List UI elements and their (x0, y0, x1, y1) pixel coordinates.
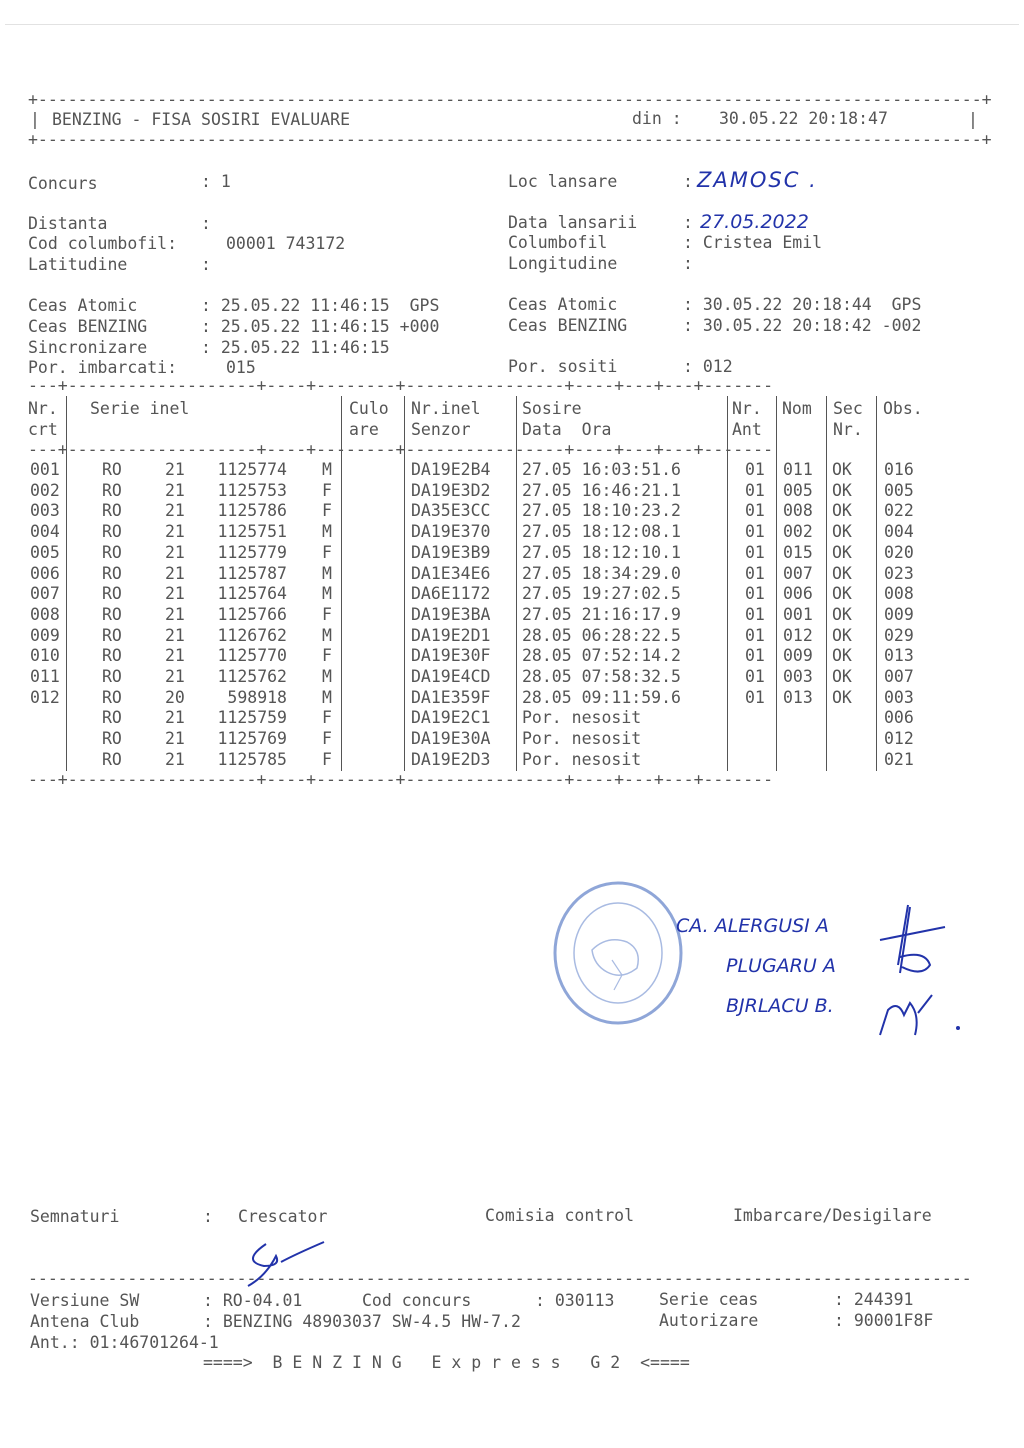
cell-sex: M (322, 460, 332, 479)
sincronizare-label: Sincronizare (28, 338, 148, 357)
cell-obs: 023 (884, 563, 914, 583)
cell-ant: 01 (745, 522, 765, 542)
cell-sex: F (322, 604, 332, 624)
header-sosire-1: Sosire (522, 399, 582, 418)
table-column-divider (876, 396, 877, 771)
loc-lansare-sep: : (683, 172, 693, 191)
por-sositi-label: Por. sositi (508, 357, 618, 376)
cell-inel: 1125764 (217, 584, 287, 604)
cell-inel: 1125787 (217, 563, 287, 583)
header-culoare-2: are (349, 420, 379, 439)
cell-an: 21 (165, 501, 185, 521)
cell-an: 21 (165, 522, 185, 542)
cell-sec: OK (832, 687, 852, 707)
cell-nr: 009 (30, 625, 60, 645)
longitudine-value: : (683, 254, 693, 273)
ceas-atomic-end-value: : 30.05.22 20:18:44 GPS (683, 295, 922, 314)
cell-tara: RO (102, 749, 122, 769)
cell-nr: 001 (30, 460, 60, 479)
cell-sec: OK (832, 625, 852, 645)
ceas-benzing-start-value: : 25.05.22 11:46:15 +000 (201, 317, 440, 336)
ceas-atomic-start-value: : 25.05.22 11:46:15 GPS (201, 296, 440, 315)
cell-sec: OK (832, 584, 852, 604)
cell-sex: M (322, 687, 332, 707)
cell-nr: 008 (30, 604, 60, 624)
cell-nr: 002 (30, 480, 60, 500)
header-border-bottom: +-----------------------------------------------------------------------------------------------+ (28, 130, 992, 149)
cell-sec: OK (832, 667, 852, 686)
concurs-label: Concurs (28, 174, 98, 193)
cell-sex: F (322, 501, 332, 521)
cell-ant: 01 (745, 667, 765, 686)
cell-ant: 01 (745, 542, 765, 562)
cell-obs: 004 (884, 522, 914, 542)
autorizare-label: Autorizare (659, 1311, 759, 1330)
commission-signatures (870, 895, 970, 1045)
cell-senzor: DA19E3D2 (411, 480, 491, 500)
cell-an: 21 (165, 480, 185, 500)
signature-comisia-label: Comisia control (485, 1206, 635, 1225)
cod-columbofil-label: Cod columbofil: (28, 234, 178, 253)
cell-sex: M (322, 563, 332, 583)
concurs-value: : 1 (201, 172, 231, 191)
cell-sosire: 27.05 18:34:29.0 (522, 563, 681, 583)
latitudine-label: Latitudine (28, 255, 128, 274)
commission-line-3: BJRLACU B. (726, 995, 834, 1017)
columbofil-label: Columbofil (508, 233, 608, 252)
cell-nom: 015 (783, 542, 813, 562)
table-column-divider (516, 396, 517, 771)
cell-an: 21 (165, 604, 185, 624)
cell-sex: F (322, 708, 332, 728)
cell-senzor: DA19E3B9 (411, 542, 491, 562)
header-ant-1: Nr. (732, 399, 762, 418)
distanta-value: : (201, 214, 211, 233)
cell-obs: 020 (884, 542, 914, 562)
table-border-top: ---+-------------------+----+--------+----------------+----+---+---+------- (28, 376, 774, 395)
cell-nr: 010 (30, 646, 60, 666)
serie-ceas-value: : 244391 (834, 1290, 914, 1309)
cell-sec: OK (832, 646, 852, 666)
cell-nr: 003 (30, 501, 60, 521)
cell-sosire: Por. nesosit (522, 729, 642, 749)
cell-nr: 005 (30, 542, 60, 562)
cell-tara: RO (102, 646, 122, 666)
cell-sosire: 27.05 18:10:23.2 (522, 501, 681, 521)
cell-sec: OK (832, 460, 852, 479)
cell-senzor: DA19E4CD (411, 667, 491, 686)
cell-sec: OK (832, 480, 852, 500)
cell-nom: 011 (783, 460, 813, 479)
cell-an: 21 (165, 584, 185, 604)
cell-inel: 1125779 (217, 542, 287, 562)
table-column-divider (826, 396, 827, 771)
cod-columbofil-value: 00001 743172 (226, 234, 346, 253)
cell-sosire: Por. nesosit (522, 708, 642, 728)
table-header-divider: ---+-------------------+----+--------+----------------+----+---+---+------- (28, 440, 774, 459)
ceas-benzing-end-value: : 30.05.22 20:18:42 -002 (683, 316, 922, 335)
cell-sosire: 27.05 19:27:02.5 (522, 584, 681, 604)
cell-obs: 003 (884, 687, 914, 707)
cell-nom: 003 (783, 667, 813, 686)
cell-obs: 012 (884, 729, 914, 749)
cell-sex: F (322, 480, 332, 500)
cell-inel: 1125786 (217, 501, 287, 521)
cell-nom: 002 (783, 522, 813, 542)
cell-sex: M (322, 584, 332, 604)
table-column-divider (404, 396, 405, 771)
cell-an: 21 (165, 667, 185, 686)
por-imbarcati-value: 015 (226, 358, 256, 377)
cod-concurs-value: : 030113 (535, 1291, 615, 1310)
header-left-bar: | (30, 110, 40, 129)
cell-sec: OK (832, 542, 852, 562)
cell-tara: RO (102, 708, 122, 728)
cell-nr: 006 (30, 563, 60, 583)
header-nr-2: crt (28, 420, 58, 439)
cell-inel: 1125770 (217, 646, 287, 666)
header-nom: Nom (782, 399, 812, 418)
data-lansarii-label: Data lansarii (508, 213, 638, 232)
cell-sec: OK (832, 501, 852, 521)
cell-tara: RO (102, 563, 122, 583)
cell-sosire: 27.05 18:12:08.1 (522, 522, 681, 542)
data-lansarii-handwritten: 27.05.2022 (700, 211, 809, 233)
cell-inel: 1125751 (217, 522, 287, 542)
longitudine-label: Longitudine (508, 254, 618, 273)
header-nr-1: Nr. (28, 399, 58, 418)
cell-senzor: DA1E359F (411, 687, 491, 707)
cell-obs: 008 (884, 584, 914, 604)
report-title: BENZING - FISA SOSIRI EVALUARE (52, 110, 351, 129)
distanta-label: Distanta (28, 214, 108, 233)
cell-senzor: DA19E2C1 (411, 708, 491, 728)
cell-sec: OK (832, 522, 852, 542)
cell-senzor: DA19E2B4 (411, 460, 491, 479)
loc-lansare-handwritten: ZAMOSC . (697, 168, 818, 192)
cell-inel: 1125785 (217, 749, 287, 769)
cell-sex: M (322, 667, 332, 686)
report-date: 30.05.22 20:18:47 (719, 109, 888, 128)
cell-obs: 021 (884, 749, 914, 769)
cell-ant: 01 (745, 563, 765, 583)
cell-senzor: DA35E3CC (411, 501, 491, 521)
signatures-label: Semnaturi (30, 1207, 120, 1226)
cell-ant: 01 (745, 460, 765, 479)
cell-ant: 01 (745, 604, 765, 624)
cell-obs: 022 (884, 501, 914, 521)
ceas-benzing-end-label: Ceas BENZING (508, 316, 628, 335)
autorizare-value: : 90001F8F (834, 1311, 934, 1330)
cell-ant: 01 (745, 584, 765, 604)
header-serie-inel: Serie inel (90, 399, 190, 418)
cell-nom: 006 (783, 584, 813, 604)
cell-senzor: DA19E30F (411, 646, 491, 666)
antena-club-value: : BENZING 48903037 SW-4.5 HW-7.2 (203, 1312, 521, 1331)
header-sec-2: Nr. (833, 420, 863, 439)
cell-tara: RO (102, 522, 122, 542)
header-culoare-1: Culo (349, 399, 389, 418)
ceas-atomic-end-label: Ceas Atomic (508, 295, 618, 314)
cell-nom: 013 (783, 687, 813, 707)
cell-ant: 01 (745, 625, 765, 645)
cell-tara: RO (102, 667, 122, 686)
cell-ant: 01 (745, 646, 765, 666)
ceas-atomic-start-label: Ceas Atomic (28, 296, 138, 315)
ceas-benzing-start-label: Ceas BENZING (28, 317, 148, 336)
cell-tara: RO (102, 542, 122, 562)
cell-inel: 1125762 (217, 667, 287, 686)
cell-sex: F (322, 729, 332, 749)
data-lansarii-sep: : (683, 213, 693, 232)
cell-senzor: DA19E3BA (411, 604, 491, 624)
header-ant-2: Ant (732, 420, 762, 439)
cell-tara: RO (102, 501, 122, 521)
cell-sosire: Por. nesosit (522, 749, 642, 769)
cell-sosire: 27.05 18:12:10.1 (522, 542, 681, 562)
cell-tara: RO (102, 604, 122, 624)
cell-tara: RO (102, 460, 122, 479)
table-column-divider (776, 396, 777, 771)
cell-sosire: 28.05 06:28:22.5 (522, 625, 681, 645)
loc-lansare-label: Loc lansare (508, 172, 618, 191)
cell-an: 21 (165, 625, 185, 645)
cell-obs: 029 (884, 625, 914, 645)
commission-line-1: CA. ALERGUSI A (676, 915, 829, 937)
cell-sex: M (322, 625, 332, 645)
signatures-sep: : (203, 1207, 213, 1226)
cell-nom: 008 (783, 501, 813, 521)
cell-an: 20 (165, 687, 185, 707)
cell-inel: 1125753 (217, 480, 287, 500)
signature-crescator-label: Crescator (238, 1207, 328, 1226)
cell-senzor: DA6E1172 (411, 584, 491, 604)
cell-obs: 006 (884, 708, 914, 728)
commission-line-2: PLUGARU A (726, 955, 836, 977)
signature-imbarcare-label: Imbarcare/Desigilare (733, 1206, 932, 1225)
cell-nom: 005 (783, 480, 813, 500)
cell-senzor: DA19E370 (411, 522, 491, 542)
versiune-sw-label: Versiune SW (30, 1291, 140, 1310)
cell-sec: OK (832, 563, 852, 583)
cell-obs: 007 (884, 667, 914, 686)
header-nrinel-2: Senzor (411, 420, 471, 439)
cell-an: 21 (165, 460, 185, 479)
antena-id: Ant.: 01:46701264-1 (30, 1333, 219, 1352)
cell-sosire: 27.05 16:03:51.6 (522, 460, 681, 479)
report-date-label: din : (632, 109, 682, 128)
cell-nom: 012 (783, 625, 813, 645)
cell-inel: 1125774 (217, 460, 287, 479)
cod-concurs-label: Cod concurs (362, 1291, 472, 1310)
club-stamp (552, 880, 692, 1030)
cell-nr: 012 (30, 687, 60, 707)
columbofil-value: : Cristea Emil (683, 233, 823, 252)
cell-ant: 01 (745, 480, 765, 500)
cell-nom: 007 (783, 563, 813, 583)
cell-sosire: 27.05 16:46:21.1 (522, 480, 681, 500)
table-border-bottom: ---+-------------------+----+--------+----------------+----+---+---+------- (28, 770, 774, 789)
brand-line: ====> B E N Z I N G E x p r e s s G 2 <==== (203, 1353, 690, 1372)
cell-sosire: 27.05 21:16:17.9 (522, 604, 681, 624)
cell-nom: 001 (783, 604, 813, 624)
serie-ceas-label: Serie ceas (659, 1290, 759, 1309)
cell-sex: F (322, 542, 332, 562)
cell-senzor: DA19E2D3 (411, 749, 491, 769)
cell-obs: 005 (884, 480, 914, 500)
table-column-divider (341, 396, 342, 771)
header-right-bar: | (968, 110, 978, 129)
header-obs: Obs. (883, 399, 923, 418)
cell-obs: 016 (884, 460, 914, 479)
cell-obs: 013 (884, 646, 914, 666)
cell-sex: F (322, 646, 332, 666)
cell-inel: 1125759 (217, 708, 287, 728)
cell-an: 21 (165, 542, 185, 562)
cell-ant: 01 (745, 501, 765, 521)
header-sosire-2: Data Ora (522, 420, 612, 439)
cell-inel: 1125769 (217, 729, 287, 749)
cell-sosire: 28.05 07:52:14.2 (522, 646, 681, 666)
cell-an: 21 (165, 708, 185, 728)
cell-sex: M (322, 522, 332, 542)
cell-sex: F (322, 749, 332, 769)
cell-tara: RO (102, 687, 122, 707)
cell-sosire: 28.05 07:58:32.5 (522, 667, 681, 686)
cell-an: 21 (165, 646, 185, 666)
cell-senzor: DA1E34E6 (411, 563, 491, 583)
header-nrinel-1: Nr.inel (411, 399, 481, 418)
cell-nr: 007 (30, 584, 60, 604)
cell-inel: 1126762 (217, 625, 287, 645)
cell-an: 21 (165, 563, 185, 583)
cell-an: 21 (165, 729, 185, 749)
antena-club-label: Antena Club (30, 1312, 140, 1331)
cell-sosire: 28.05 09:11:59.6 (522, 687, 681, 707)
por-imbarcati-label: Por. imbarcati: (28, 358, 178, 377)
cell-tara: RO (102, 584, 122, 604)
cell-tara: RO (102, 729, 122, 749)
scan-edge-line (5, 24, 1019, 25)
cell-senzor: DA19E2D1 (411, 625, 491, 645)
cell-senzor: DA19E30A (411, 729, 491, 749)
cell-nom: 009 (783, 646, 813, 666)
sincronizare-value: : 25.05.22 11:46:15 (201, 338, 390, 357)
header-sec-1: Sec (833, 399, 863, 418)
cell-inel: 1125766 (217, 604, 287, 624)
cell-ant: 01 (745, 687, 765, 707)
cell-nr: 004 (30, 522, 60, 542)
table-column-divider (66, 396, 67, 771)
header-border-top: +-----------------------------------------------------------------------------------------------+ (28, 90, 992, 109)
latitudine-value: : (201, 255, 211, 274)
cell-an: 21 (165, 749, 185, 769)
cell-sec: OK (832, 604, 852, 624)
cell-tara: RO (102, 480, 122, 500)
cell-nr: 011 (30, 667, 60, 686)
cell-inel: 598918 (227, 687, 287, 707)
cell-tara: RO (102, 625, 122, 645)
cell-obs: 009 (884, 604, 914, 624)
footer-divider: ----------------------------------------------------------------------------------------------- (28, 1269, 972, 1288)
table-column-divider (727, 396, 728, 771)
versiune-sw-value: : RO-04.01 (203, 1291, 303, 1310)
por-sositi-value: : 012 (683, 357, 733, 376)
